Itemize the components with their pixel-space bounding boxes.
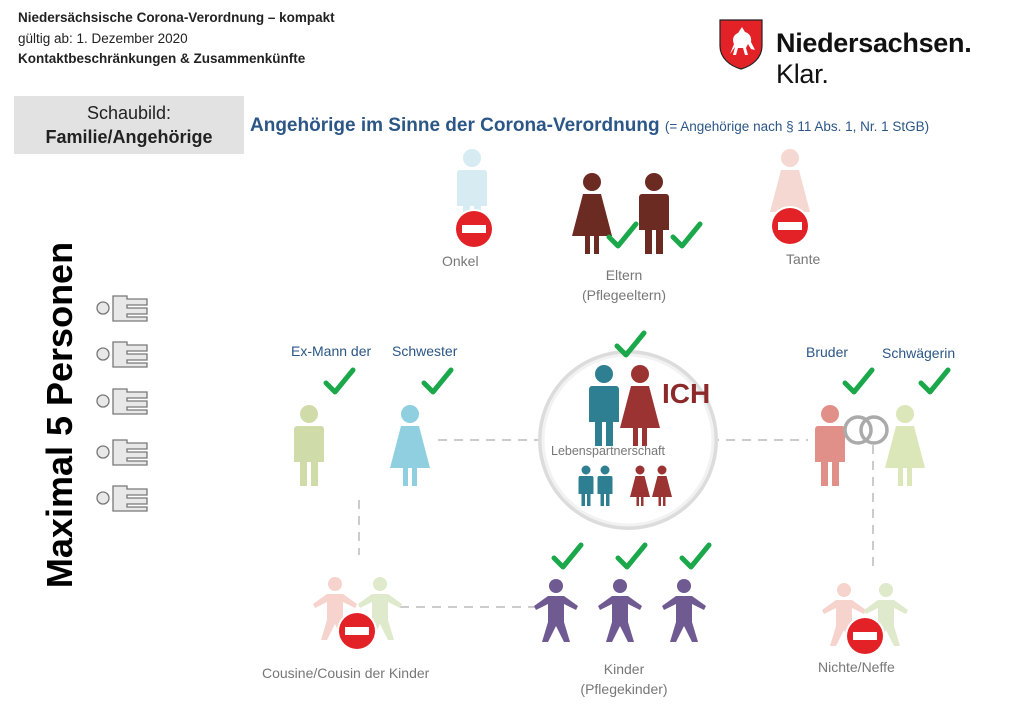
label-ex-mann: Ex-Mann der <box>291 343 372 359</box>
label-pflegeeltern: (Pflegeeltern) <box>581 287 667 303</box>
label-tante: Tante <box>786 251 821 267</box>
person-icons <box>97 296 147 511</box>
wedding-rings-icon <box>845 417 887 443</box>
label-onkel: Onkel <box>442 253 479 269</box>
kinder-figures <box>534 545 709 642</box>
schaubild-topic: Familie/Angehörige <box>45 127 213 147</box>
person-icon <box>97 296 147 321</box>
label-eltern: Eltern <box>605 267 643 283</box>
person-icon <box>97 440 147 465</box>
schaubild-label: Schaubild: <box>86 103 172 123</box>
label-pflegekinder: (Pflegekinder) <box>580 681 668 697</box>
header-subtitle: Kontaktbeschränkungen & Zusammenkünfte <box>18 51 306 66</box>
tante-figure <box>770 149 810 246</box>
cousine-figures <box>313 577 402 651</box>
eltern-figures <box>572 173 700 254</box>
label-lebenspartnerschaft: Lebenspartnerschaft <box>551 444 665 458</box>
label-nichte-neffe: Nichte/Neffe <box>818 659 895 675</box>
person-icon <box>97 486 147 511</box>
header-valid-from: gültig ab: 1. Dezember 2020 <box>18 31 188 46</box>
person-icon <box>97 389 147 414</box>
label-kinder: Kinder <box>603 661 645 677</box>
schwaegerin-figure <box>885 370 948 486</box>
person-icon <box>97 342 147 367</box>
label-cousine: Cousine/Cousin der Kinder <box>262 665 430 681</box>
label-bruder: Bruder <box>806 344 849 360</box>
ich-circle <box>540 333 716 528</box>
label-schwaegerin: Schwägerin <box>882 345 956 361</box>
logo-claim: Klar. <box>776 59 829 89</box>
diagram-title-text: Angehörige im Sinne der Corona-Verordnung <box>250 115 660 136</box>
nichte-figures <box>822 583 908 656</box>
ex-mann-figure <box>294 370 353 486</box>
diagram-title-note: (= Angehörige nach § 11 Abs. 1, Nr. 1 StGB) <box>664 119 930 134</box>
onkel-figure <box>454 149 494 249</box>
schwester-figure <box>390 370 451 486</box>
label-schwester: Schwester <box>392 343 458 359</box>
header-title: Niedersächsische Corona-Verordnung – kompakt <box>18 10 335 25</box>
max-persons-label: Maximal 5 Personen <box>39 241 80 589</box>
label-ich: ICH <box>662 378 711 409</box>
logo-name: Niedersachsen. <box>776 28 972 58</box>
